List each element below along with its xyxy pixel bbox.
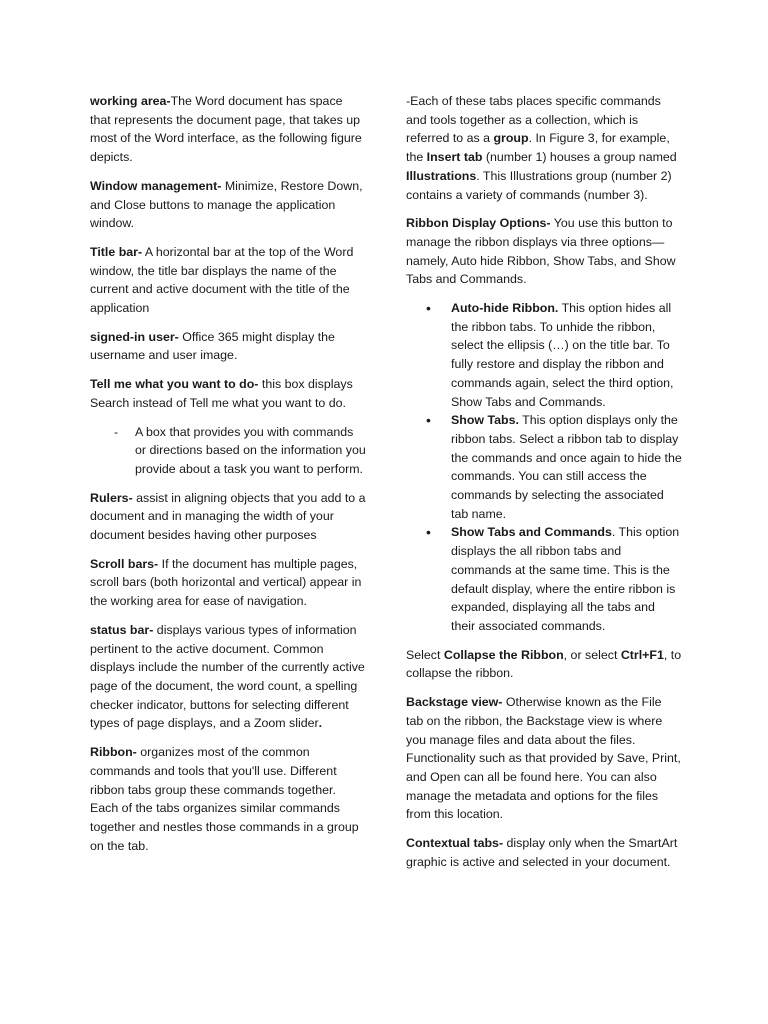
definition-text: displays various types of information pertinent to the active document. Common displays include the number of the currently active page of the document, the word count, a spelling checker indicator, buttons for selecting different types of page displays, and a Zoom slider [90,622,365,731]
bullet-term: Show Tabs and Commands [451,525,612,540]
term-label: Scroll bars- [90,556,159,571]
right-column [406,92,682,881]
window-management-paragraph [90,177,366,233]
definition-text: this box displays Search instead of Tell me what you want to do. [90,377,353,410]
title-bar-paragraph [90,243,366,318]
tell-me-paragraph [90,375,366,412]
bold-term: Ctrl+F1 [620,647,664,662]
signed-in-user-paragraph [90,328,366,365]
definition-text: If the document has multiple pages, scroll bars (both horizontal and vertical) appear in the working area for ease of navigation. [90,556,362,609]
bullet-text: This option displays only the ribbon tabs. Select a ribbon tab to display the commands and once again to hide the commands. You can still access the commands by selecting the associated tab name. [451,413,682,521]
bullet-term: Show Tabs. [451,413,519,428]
bullet-text: This option hides all the ribbon tabs. To unhide the ribbon, select the ellipsis (…) on the title bar. To fully restore and display the ribbon and commands again, select the third option, Show Tabs and Commands. [451,301,674,409]
term-label: Window management- [90,178,222,193]
term-label: signed-in user- [90,329,179,344]
bold-term: Collapse the Ribbon [443,647,564,662]
term-label: Ribbon- [90,745,137,760]
bullet-marker: • [426,412,431,429]
list-item [90,423,366,479]
bold-term: group [493,131,529,146]
term-label: Ribbon Display Options- [406,216,551,231]
body-text: , to collapse the ribbon. [406,647,682,681]
working-area-paragraph [90,92,366,167]
end-punctuation: . [318,716,323,731]
term-label: Backstage view- [406,695,503,710]
body-text: (number 1) houses a group named [482,150,677,165]
tabs-paragraph [406,92,682,204]
scroll-bars-paragraph [90,555,366,611]
tell-me-list [90,423,366,479]
definition-text: You use this button to manage the ribbon displays via three options—namely, Auto hide Ribbon, Show Tabs, and Show Tabs and Commands. [406,216,676,287]
ribbon-display-options-paragraph [406,214,682,289]
term-label: working area- [90,94,171,108]
ribbon-paragraph [90,743,366,855]
term-label: Title bar- [90,244,143,259]
definition-text: Office 365 might display the username and user image. [90,329,335,363]
status-bar-paragraph [90,621,366,733]
definition-text: Minimize, Restore Down, and Close buttons to manage the application window. [90,178,363,231]
definition-text: organizes most of the common commands and tools that you'll use. Different ribbon tabs group these commands together. Each of the tabs organizes similar commands together and nestles those commands in a group on the tab. [90,745,359,853]
bullet-term: Auto-hide Ribbon. [451,301,559,316]
bold-term: Insert tab [426,150,483,165]
list-item [406,523,682,635]
definition-text: assist in aligning objects that you add to a document and in managing the width of your document besides having other purposes [90,490,366,543]
body-text: Select [406,647,444,662]
body-text: . This Illustrations group (number 2) contains a variety of commands (number 3). [406,168,672,202]
bullet-marker: • [426,300,431,317]
collapse-ribbon-paragraph [406,646,682,683]
left-column [90,92,366,865]
definition-text: A horizontal bar at the top of the Word window, the title bar displays the name of the current and active document with the title of the application [90,244,354,316]
body-text: , or select [563,647,621,662]
term-label: Contextual tabs- [406,836,504,851]
contextual-tabs-paragraph [406,834,682,871]
body-text: -Each of these tabs places specific commands and tools together as a collection, which is referred to as a [406,94,661,146]
term-label: Rulers- [90,490,133,505]
backstage-view-paragraph [406,693,682,824]
definition-text: display only when the SmartArt graphic is active and selected in your document. [406,836,678,869]
definition-text: Otherwise known as the File tab on the ribbon, the Backstage view is where you manage files and data about the files. Functionality such as that provided by Save, Print, and Open can all be found here. You can also manage the metadata and options for the files from this location. [406,695,681,822]
dash-marker: - [114,424,119,439]
rulers-paragraph [90,489,366,545]
term-label: Tell me what you want to do- [90,377,259,392]
list-item [406,411,682,523]
term-label: status bar- [90,622,154,637]
bold-term: Illustrations [406,168,477,183]
bullet-marker: • [426,524,431,541]
body-text: . In Figure 3, for example, the [406,131,670,165]
definition-text: The Word document has space that represents the document page, that takes up most of the Word interface, as the following figure depicts. [90,94,362,165]
list-item-text: A box that provides you with commands or directions based on the information you provide about a task you want to perform. [135,424,366,476]
bullet-text: . This option displays the all ribbon tabs and commands at the same time. This is the default display, where the entire ribbon is expanded, displaying all the tabs and their associated commands. [451,525,680,633]
list-item [406,299,682,411]
ribbon-options-list [406,299,682,636]
